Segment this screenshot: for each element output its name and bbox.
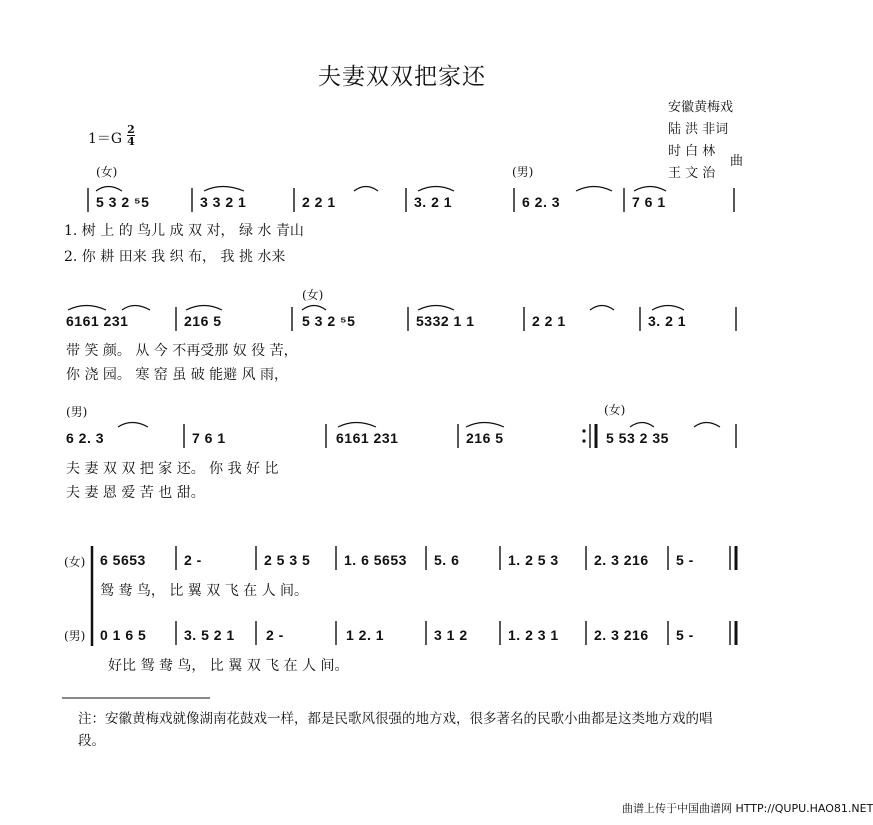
s4-male-bar-4: 1 2. 1 (346, 627, 385, 643)
s4-female-bar-3: 2 5 3 5 (264, 552, 311, 568)
s2-bar-4: 5332 1 1 (416, 313, 475, 329)
s3-bar-4: 216 5 (466, 430, 504, 446)
footnote: 注：安徽黄梅戏就像湖南花鼓戏一样，都是民歌风很强的地方戏，很多著名的民歌小曲都是这类地方戏的唱段。 (78, 711, 713, 749)
s1-bar-1: 5 3 2 ⁵5 (96, 194, 150, 210)
s2-bar-2: 216 5 (184, 313, 222, 329)
s4-female-bar-8: 5 - (676, 552, 694, 568)
s1-lyrics-verse-1: 1. 树 上 的 鸟儿 成 双 对， 绿 水 青山 (64, 223, 304, 239)
s2-lyrics-verse-2: 你 浇 园。 寒 窑 虽 破 能避 风 雨， (66, 367, 289, 383)
role-female-4: (女) (64, 555, 86, 569)
s4-male-bar-7: 2. 3 216 (594, 627, 649, 643)
page-title: 夫妻双双把家还 (318, 64, 486, 90)
s4-male-bar-8: 5 - (676, 627, 694, 643)
s4-female-bar-6: 1. 2 5 3 (508, 552, 559, 568)
credit-composer-suffix: 曲 (730, 154, 744, 169)
role-female-3: (女) (604, 403, 626, 417)
s4-male-bar-3: 2 - (266, 627, 284, 643)
time-signature-numerator: 2 (127, 123, 135, 136)
watermark: 曲谱上传于中国曲谱网 HTTP://QUPU.HAO81.NET (622, 802, 873, 815)
s4-female-bar-5: 5. 6 (434, 552, 460, 568)
role-male-1: (男) (512, 165, 534, 179)
s1-lyrics-verse-2: 2. 你 耕 田来 我 织 布， 我 挑 水来 (64, 249, 286, 265)
credit-composer-1: 时 白 林 (668, 144, 716, 159)
s1-bar-6: 7 6 1 (632, 194, 666, 210)
s4-female-bar-2: 2 - (184, 552, 202, 568)
s2-bar-3: 5 3 2 ⁵5 (302, 313, 356, 329)
role-female-1: (女) (96, 165, 118, 179)
s3-bar-1: 6 2. 3 (66, 430, 105, 446)
s1-bar-5: 6 2. 3 (522, 194, 561, 210)
time-signature-denominator: 4 (127, 135, 135, 148)
s1-bar-4: 3. 2 1 (414, 194, 453, 210)
key-signature: 1＝G (88, 131, 123, 147)
s3-lyrics-verse-2: 夫 妻 恩 爱 苦 也 甜。 (66, 485, 205, 501)
credit-composer-2: 王 文 治 (668, 166, 716, 181)
s1-bar-2: 3 3 2 1 (200, 194, 247, 210)
s4-female-bar-7: 2. 3 216 (594, 552, 649, 568)
s4-male-bar-2: 3. 5 2 1 (184, 627, 235, 643)
s3-bar-3: 6161 231 (336, 430, 399, 446)
credit-lyricist: 陆 洪 非词 (668, 122, 729, 137)
s2-bar-6: 3. 2 1 (648, 313, 687, 329)
s2-bar-5: 2 2 1 (532, 313, 566, 329)
s1-bar-3: 2 2 1 (302, 194, 336, 210)
s4-male-bar-1: 0 1 6 5 (100, 627, 147, 643)
role-female-2: (女) (302, 288, 324, 302)
s4-male-bar-5: 3 1 2 (434, 627, 468, 643)
s4-female-lyrics: 鸳 鸯 鸟， 比 翼 双 飞 在 人 间。 (100, 583, 309, 599)
credit-genre: 安徽黄梅戏 (668, 100, 734, 115)
s2-lyrics-verse-1: 带 笑 颜。 从 今 不再受那 奴 役 苦， (66, 343, 298, 359)
s3-bar-2: 7 6 1 (192, 430, 226, 446)
s3-lyrics-verse-1: 夫 妻 双 双 把 家 还。 你 我 好 比 (66, 461, 279, 477)
s4-female-bar-4: 1. 6 5653 (344, 552, 407, 568)
role-male-4: (男) (64, 629, 86, 643)
s2-bar-1: 6161 231 (66, 313, 129, 329)
s3-bar-5: 5 53 2 35 (606, 430, 669, 446)
role-male-3: (男) (66, 405, 88, 419)
s4-male-bar-6: 1. 2 3 1 (508, 627, 559, 643)
s4-female-bar-1: 6 5653 (100, 552, 146, 568)
s4-male-lyrics: 好比 鸳 鸯 鸟， 比 翼 双 飞 在 人 间。 (108, 658, 349, 674)
